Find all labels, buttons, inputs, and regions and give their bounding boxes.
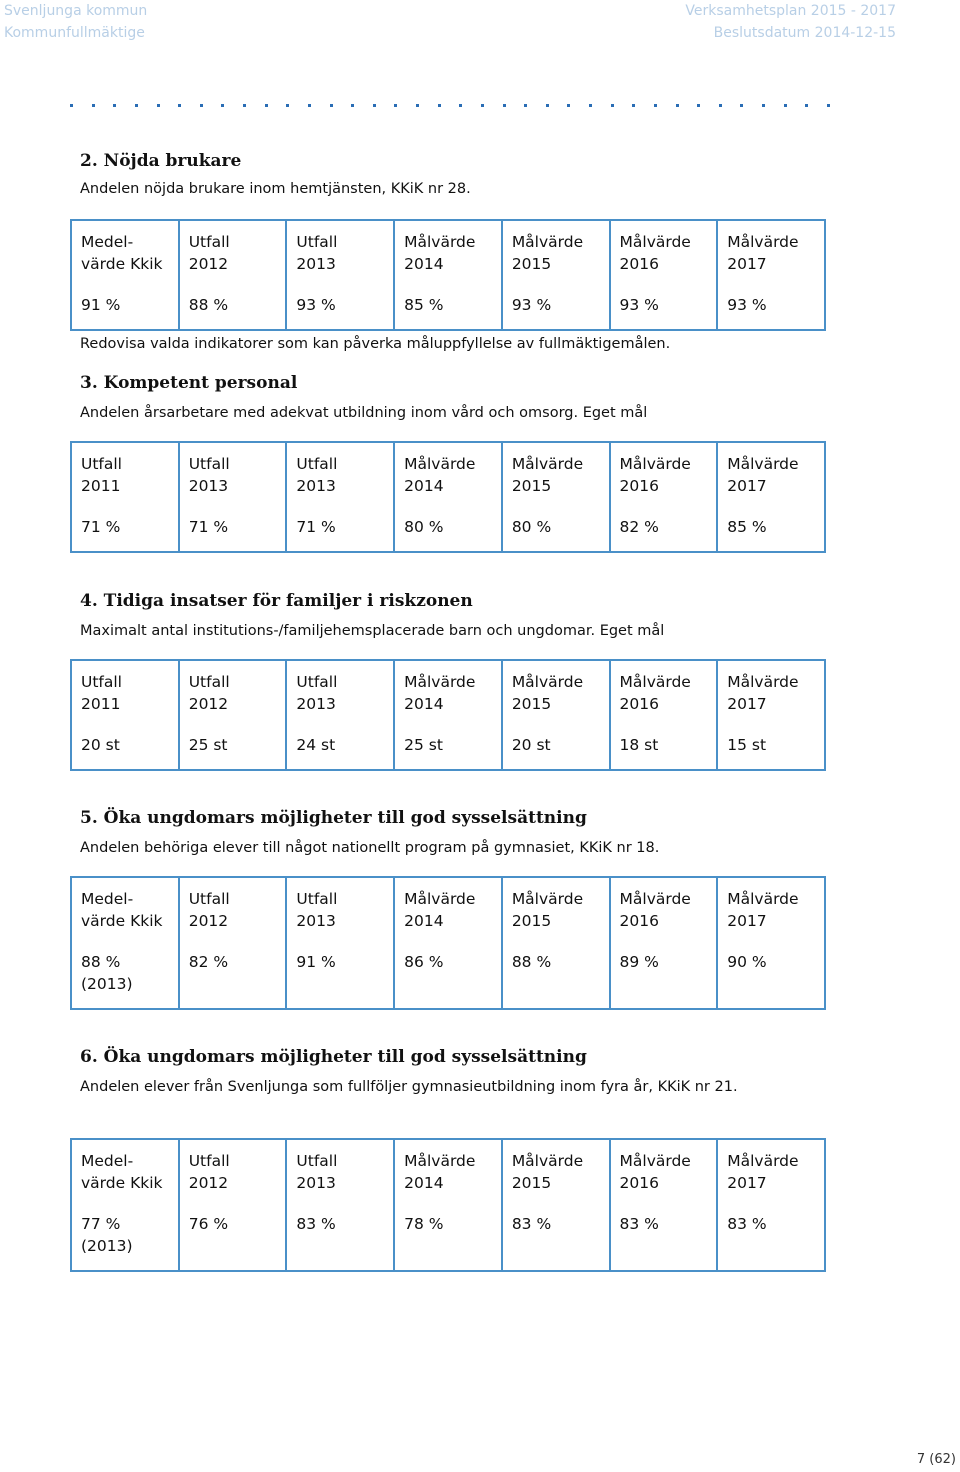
table-cell: 88 % xyxy=(502,941,610,1009)
table-cell: 18 st xyxy=(610,724,718,770)
column-header: Målvärde 2016 xyxy=(610,1139,718,1203)
table-cell: 80 % xyxy=(502,506,610,552)
section-heading: 6. Öka ungdomars möjligheter till god sysselsättning xyxy=(80,1047,587,1067)
divider-dot xyxy=(92,104,95,107)
table-cell: 86 % xyxy=(394,941,502,1009)
divider-dot xyxy=(157,104,160,107)
kpi-table-section-5 xyxy=(70,876,826,1010)
section-subtitle: Andelen behöriga elever till något nationellt program på gymnasiet, KKiK nr 18. xyxy=(80,840,660,856)
table-cell: 91 % xyxy=(286,941,394,1009)
divider-dot xyxy=(805,104,808,107)
column-header: Målvärde 2016 xyxy=(610,660,718,724)
column-header: Utfall 2012 xyxy=(179,220,287,284)
table-header-row xyxy=(71,660,825,724)
column-header: Utfall 2013 xyxy=(286,442,394,506)
table-cell: 78 % xyxy=(394,1203,502,1271)
column-header: Utfall 2013 xyxy=(179,442,287,506)
dotted-divider xyxy=(70,104,830,107)
table-cell: 25 st xyxy=(179,724,287,770)
column-header: Målvärde 2015 xyxy=(502,660,610,724)
section-subtitle: Maximalt antal institutions-/familjehemsplacerade barn och ungdomar. Eget mål xyxy=(80,623,665,639)
table-cell: 83 % xyxy=(610,1203,718,1271)
column-header: Utfall 2012 xyxy=(179,877,287,941)
column-header: Målvärde 2016 xyxy=(610,877,718,941)
divider-dot xyxy=(546,104,549,107)
table-cell: 15 st xyxy=(717,724,825,770)
divider-dot xyxy=(416,104,419,107)
column-header: Målvärde 2017 xyxy=(717,1139,825,1203)
municipality-name: Svenljunga kommun xyxy=(4,3,148,19)
divider-dot xyxy=(524,104,527,107)
table-value-row xyxy=(71,941,825,1009)
table-cell: 89 % xyxy=(610,941,718,1009)
table-cell: 24 st xyxy=(286,724,394,770)
kpi-table-section-4 xyxy=(70,659,826,771)
table-value-row xyxy=(71,724,825,770)
table-cell: 88 % xyxy=(179,284,287,330)
section-3 xyxy=(80,372,800,424)
divider-dot xyxy=(481,104,484,107)
table-cell: 88 % (2013) xyxy=(71,941,179,1009)
column-header: Målvärde 2014 xyxy=(394,660,502,724)
divider-dot xyxy=(654,104,657,107)
table-cell: 71 % xyxy=(179,506,287,552)
table-cell: 83 % xyxy=(286,1203,394,1271)
divider-dot xyxy=(200,104,203,107)
table-value-row xyxy=(71,284,825,330)
table-cell: 85 % xyxy=(717,506,825,552)
divider-dot xyxy=(611,104,614,107)
divider-dot xyxy=(827,104,830,107)
column-header: Utfall 2012 xyxy=(179,660,287,724)
column-header: Utfall 2013 xyxy=(286,660,394,724)
column-header: Målvärde 2014 xyxy=(394,220,502,284)
table-cell: 93 % xyxy=(717,284,825,330)
column-header: Utfall 2013 xyxy=(286,1139,394,1203)
kpi-table-section-3 xyxy=(70,441,826,553)
divider-dot xyxy=(719,104,722,107)
table-cell: 25 st xyxy=(394,724,502,770)
divider-dot xyxy=(308,104,311,107)
section-heading: 5. Öka ungdomars möjligheter till god sysselsättning xyxy=(80,808,587,828)
divider-dot xyxy=(589,104,592,107)
column-header: Målvärde 2017 xyxy=(717,220,825,284)
section-5 xyxy=(80,807,800,859)
table-cell: 82 % xyxy=(179,941,287,1009)
column-header: Utfall 2011 xyxy=(71,442,179,506)
column-header: Målvärde 2014 xyxy=(394,442,502,506)
column-header: Utfall 2011 xyxy=(71,660,179,724)
section-heading: 4. Tidiga insatser för familjer i riskzonen xyxy=(80,591,473,611)
column-header: Målvärde 2014 xyxy=(394,877,502,941)
divider-dot xyxy=(286,104,289,107)
divider-dot xyxy=(697,104,700,107)
divider-dot xyxy=(351,104,354,107)
column-header: Målvärde 2015 xyxy=(502,877,610,941)
section-subtitle: Andelen årsarbetare med adekvat utbildning inom vård och omsorg. Eget mål xyxy=(80,405,648,421)
divider-dot xyxy=(784,104,787,107)
divider-dot xyxy=(70,104,73,107)
divider-dot xyxy=(762,104,765,107)
table-value-row xyxy=(71,1203,825,1271)
table-cell: 85 % xyxy=(394,284,502,330)
section-4 xyxy=(80,590,800,642)
table-cell: 90 % xyxy=(717,941,825,1009)
table-cell: 93 % xyxy=(610,284,718,330)
divider-dot xyxy=(459,104,462,107)
table-cell: 91 % xyxy=(71,284,179,330)
table-cell: 71 % xyxy=(286,506,394,552)
divider-dot xyxy=(394,104,397,107)
table-header-row xyxy=(71,1139,825,1203)
divider-dot xyxy=(740,104,743,107)
column-header: Medel- värde Kkik xyxy=(71,220,179,284)
divider-dot xyxy=(632,104,635,107)
plan-title: Verksamhetsplan 2015 - 2017 xyxy=(685,3,896,19)
table-header-row xyxy=(71,442,825,506)
table-cell: 93 % xyxy=(502,284,610,330)
divider-dot xyxy=(243,104,246,107)
section-heading: 3. Kompetent personal xyxy=(80,373,298,393)
divider-dot xyxy=(503,104,506,107)
divider-dot xyxy=(676,104,679,107)
page-number: 7 (62) xyxy=(916,1452,956,1467)
table-cell: 83 % xyxy=(502,1203,610,1271)
section-subtitle: Andelen nöjda brukare inom hemtjänsten, KKiK nr 28. xyxy=(80,181,471,197)
column-header: Målvärde 2016 xyxy=(610,442,718,506)
column-header: Målvärde 2014 xyxy=(394,1139,502,1203)
column-header: Medel- värde Kkik xyxy=(71,877,179,941)
column-header: Utfall 2013 xyxy=(286,220,394,284)
divider-dot xyxy=(373,104,376,107)
table-cell: 71 % xyxy=(71,506,179,552)
divider-dot xyxy=(567,104,570,107)
column-header: Målvärde 2015 xyxy=(502,1139,610,1203)
divider-dot xyxy=(221,104,224,107)
table-cell: 76 % xyxy=(179,1203,287,1271)
divider-dot xyxy=(113,104,116,107)
section-heading: 2. Nöjda brukare xyxy=(80,151,242,171)
divider-dot xyxy=(135,104,138,107)
column-header: Medel- värde Kkik xyxy=(71,1139,179,1203)
table-cell: 20 st xyxy=(502,724,610,770)
column-header: Målvärde 2016 xyxy=(610,220,718,284)
table-value-row xyxy=(71,506,825,552)
kpi-table-section-6 xyxy=(70,1138,826,1272)
column-header: Målvärde 2017 xyxy=(717,660,825,724)
divider-dot xyxy=(438,104,441,107)
divider-dot xyxy=(330,104,333,107)
decision-date: Beslutsdatum 2014-12-15 xyxy=(713,25,896,41)
table-cell: 20 st xyxy=(71,724,179,770)
kpi-table-section-2 xyxy=(70,219,826,331)
divider-dot xyxy=(178,104,181,107)
indicator-note: Redovisa valda indikatorer som kan påverka måluppfyllelse av fullmäktigemålen. xyxy=(80,336,671,352)
column-header: Målvärde 2017 xyxy=(717,877,825,941)
section-subtitle: Andelen elever från Svenljunga som fullföljer gymnasieutbildning inom fyra år, KKiK nr 21. xyxy=(80,1079,738,1095)
column-header: Utfall 2013 xyxy=(286,877,394,941)
column-header: Målvärde 2017 xyxy=(717,442,825,506)
table-cell: 83 % xyxy=(717,1203,825,1271)
section-2 xyxy=(80,150,800,200)
column-header: Målvärde 2015 xyxy=(502,442,610,506)
table-cell: 77 % (2013) xyxy=(71,1203,179,1271)
divider-dot xyxy=(265,104,268,107)
council-name: Kommunfullmäktige xyxy=(4,25,145,41)
column-header: Utfall 2012 xyxy=(179,1139,287,1203)
table-cell: 82 % xyxy=(610,506,718,552)
table-cell: 80 % xyxy=(394,506,502,552)
table-header-row xyxy=(71,877,825,941)
section-6 xyxy=(80,1046,810,1098)
table-cell: 93 % xyxy=(286,284,394,330)
table-header-row xyxy=(71,220,825,284)
column-header: Målvärde 2015 xyxy=(502,220,610,284)
